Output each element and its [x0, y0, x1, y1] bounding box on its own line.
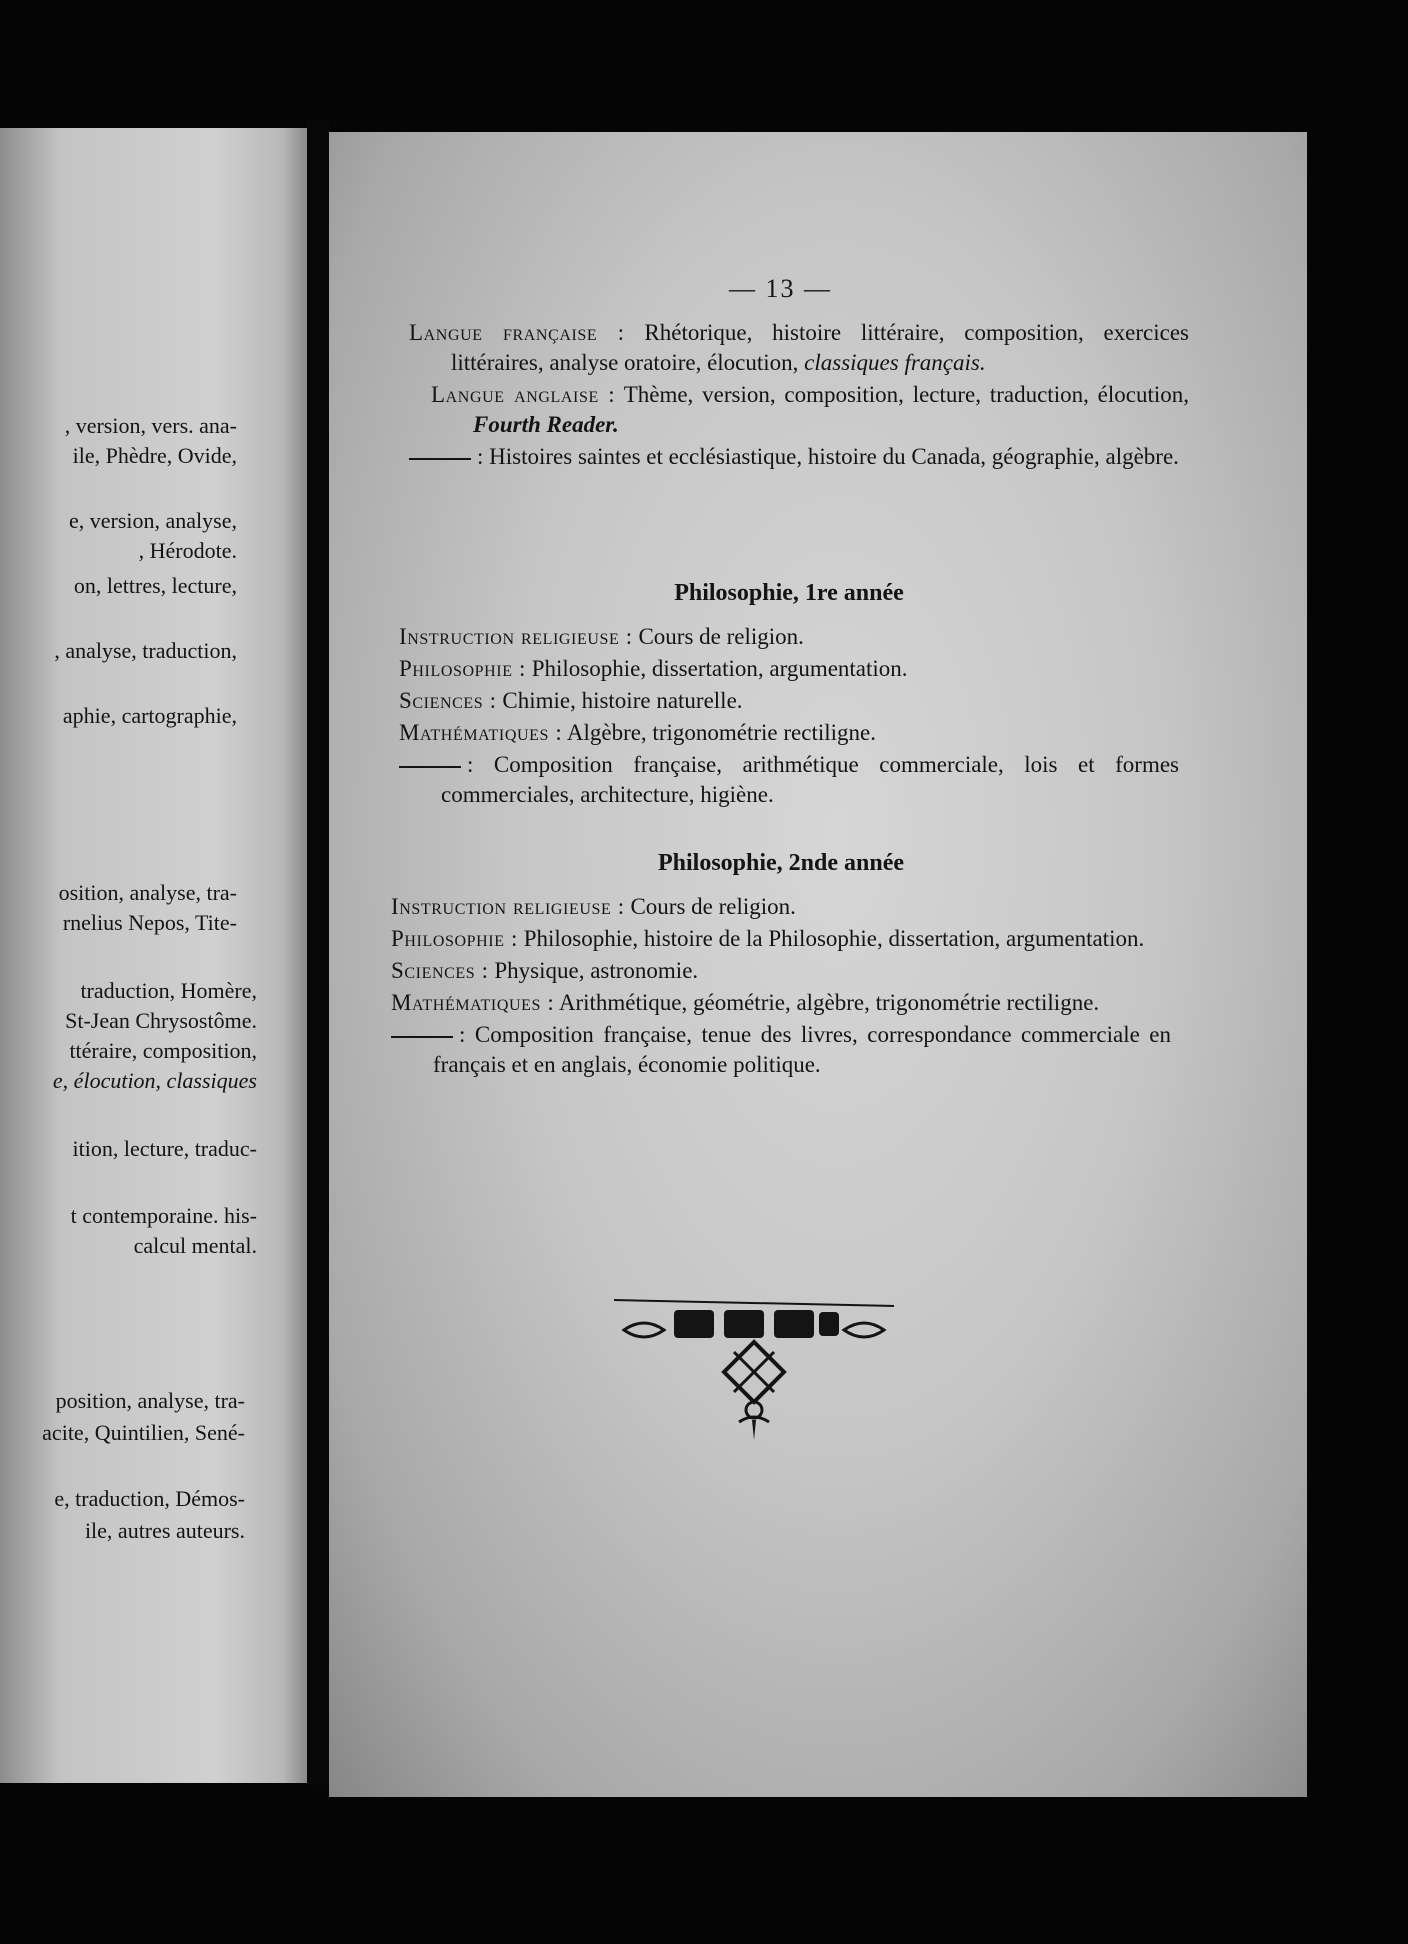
ditto-dash — [399, 766, 461, 768]
left-page-line: e, traduction, Démos- — [54, 1486, 245, 1511]
left-page-line: osition, analyse, tra- — [58, 880, 237, 905]
section1-item — [399, 686, 1179, 716]
langue-francaise-entry — [409, 318, 1189, 378]
histoire-text: : Histoires saintes et ecclésiastique, histoire du Canada, géographie, algèbre. — [477, 444, 1179, 469]
intro-block — [409, 318, 1189, 474]
histoire-entry — [409, 442, 1189, 472]
section1-dash-text: : Composition française, arithmétique commerciale, lois et formes commerciales, architecture, higiène. — [441, 752, 1179, 807]
section2-item — [391, 956, 1171, 986]
langue-francaise-italic: classiques français. — [804, 350, 986, 375]
section2-item-text: Physique, astronomie. — [488, 958, 699, 983]
left-page-line: acite, Quintilien, Sené- — [42, 1420, 245, 1445]
langue-anglaise-text: Thème, version, composition, lecture, traduction, élocution, — [615, 382, 1189, 407]
section1-dash-entry — [399, 750, 1179, 810]
left-page-line: position, analyse, tra- — [55, 1388, 245, 1413]
left-page-line: ition, lecture, traduc- — [72, 1136, 257, 1161]
section2-dash-text: : Composition française, tenue des livres, correspondance commerciale en français et en anglais, économie politique. — [433, 1022, 1171, 1077]
left-page-line: ile, autres auteurs. — [84, 1518, 245, 1543]
left-page — [0, 128, 307, 1783]
section2-item-label: Philosophie : — [391, 926, 518, 951]
left-page-line: e, élocution, classiques — [52, 1068, 257, 1093]
left-page-line: ttéraire, composition, — [69, 1038, 257, 1063]
section1-item-label: Philosophie : — [399, 656, 526, 681]
section-heading: Philosophie, 2nde année — [657, 850, 905, 876]
left-page-line: St-Jean Chrysostôme. — [65, 1008, 257, 1033]
section1-item-text: Philosophie, dissertation, argumentation. — [525, 656, 908, 681]
section1-item-text: Cours de religion. — [632, 624, 804, 649]
section2-item — [391, 924, 1171, 954]
page-number: — 13 — — [729, 274, 832, 303]
section2-item-text: Philosophie, histoire de la Philosophie, dissertation, argumentation. — [517, 926, 1145, 951]
section1-item — [399, 622, 1179, 652]
left-page-line: traduction, Homère, — [80, 978, 257, 1003]
langue-anglaise-label: Langue anglaise : — [431, 382, 616, 407]
ditto-dash — [409, 458, 471, 460]
section1-item-label: Sciences : — [399, 688, 497, 713]
section-philosophie-2 — [391, 848, 1171, 1082]
ditto-dash — [391, 1036, 453, 1038]
left-page-line: ile, Phèdre, Ovide, — [72, 443, 237, 468]
left-page-line: , Hérodote. — [138, 538, 237, 563]
section2-item-label: Mathématiques : — [391, 990, 555, 1015]
left-page-line: t contemporaine. his- — [70, 1203, 257, 1228]
left-page-line: e, version, analyse, — [69, 508, 237, 533]
section2-item-label: Sciences : — [391, 958, 489, 983]
langue-francaise-text: Rhétorique, histoire littéraire, composition, exercices littéraires, analyse oratoire, élocution, — [451, 320, 1190, 375]
left-page-line: , version, vers. ana- — [64, 413, 237, 438]
section-heading: Philosophie, 1re année — [674, 580, 904, 606]
section2-dash-entry — [391, 1020, 1171, 1080]
right-page — [329, 132, 1307, 1797]
section1-item-label: Mathématiques : — [399, 720, 563, 745]
section2-item-text: Cours de religion. — [624, 894, 796, 919]
left-page-line: aphie, cartographie, — [62, 703, 237, 728]
left-page-line: , analyse, traduction, — [54, 638, 237, 663]
section-philosophie-1 — [399, 578, 1179, 812]
section2-item — [391, 988, 1171, 1018]
section2-item-label: Instruction religieuse : — [391, 894, 625, 919]
section1-item — [399, 654, 1179, 684]
section2-item — [391, 892, 1171, 922]
section1-item-label: Instruction religieuse : — [399, 624, 633, 649]
left-page-line: rnelius Nepos, Tite- — [62, 910, 237, 935]
section1-item-text: Chimie, histoire naturelle. — [496, 688, 743, 713]
langue-anglaise-italic: Fourth Reader. — [473, 412, 619, 437]
section1-item-text: Algèbre, trigonométrie rectiligne. — [562, 720, 876, 745]
section1-item — [399, 718, 1179, 748]
section2-item-text: Arithmétique, géométrie, algèbre, trigonométrie rectiligne. — [554, 990, 1100, 1015]
decorative-ornament-icon — [604, 1292, 904, 1442]
book-spine — [307, 120, 329, 1785]
langue-francaise-label: Langue française : — [409, 320, 625, 345]
langue-anglaise-entry — [409, 380, 1189, 440]
left-page-line: calcul mental. — [133, 1233, 257, 1258]
left-page-line: on, lettres, lecture, — [73, 573, 237, 598]
